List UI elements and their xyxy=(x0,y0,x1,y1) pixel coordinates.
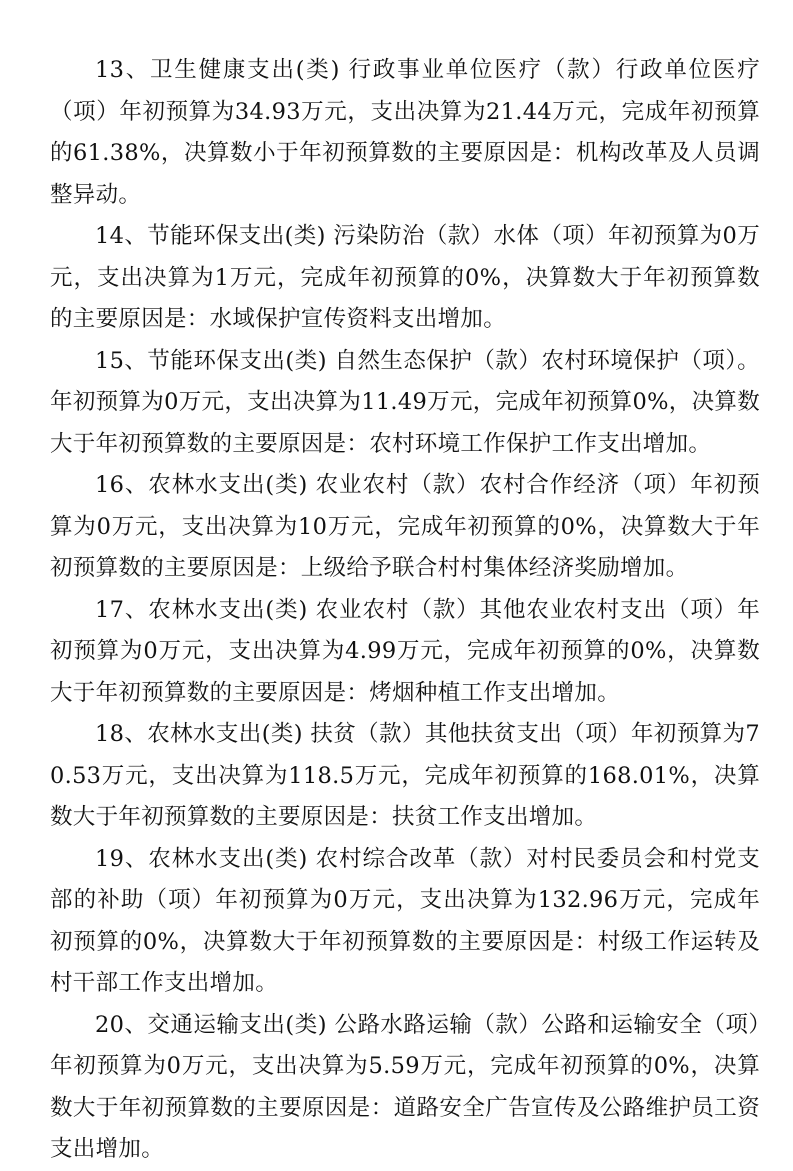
paragraph-item-20: 20、交通运输支出(类) 公路水路运输（款）公路和运输安全（项）年初预算为0万元，支出决算为5.59万元，完成年初预算的0%，决算数大于年初预算数的主要原因是：道路安全广告宣传及公路维护员工资支出增加。 xyxy=(50,1011,760,1162)
document-body xyxy=(50,50,760,1171)
paragraph-item-14: 14、节能环保支出(类) 污染防治（款）水体（项）年初预算为0万元，支出决算为1万元，完成年初预算的0%，决算数大于年初预算数的主要原因是：水域保护宣传资料支出增加。 xyxy=(50,223,760,332)
paragraph-item-17: 17、农林水支出(类) 农业农村（款）其他农业农村支出（项）年初预算为0万元，支出决算为4.99万元，完成年初预算的0%，决算数大于年初预算数的主要原因是：烤烟种植工作支出增加。 xyxy=(50,596,760,706)
paragraph-item-19: 19、农林水支出(类) 农村综合改革（款）对村民委员会和村党支部的补助（项）年初预算为0万元，支出决算为132.96万元，完成年初预算的0%，决算数大于年初预算数的主要原因是：村级工作运转及村干部工作支出增加。 xyxy=(50,845,760,996)
paragraph-item-18: 18、农林水支出(类) 扶贫（款）其他扶贫支出（项）年初预算为70.53万元，支出决算为118.5万元，完成年初预算的168.01%，决算数大于年初预算数的主要原因是：扶贫工作支出增加。 xyxy=(50,721,760,830)
paragraph-item-13: 13、卫生健康支出(类) 行政事业单位医疗（款）行政单位医疗（项）年初预算为34.93万元，支出决算为21.44万元，完成年初预算的61.38%，决算数小于年初预算数的主要原因是：机构改革及人员调整异动。 xyxy=(50,57,760,208)
paragraph-item-16: 16、农林水支出(类) 农业农村（款）农村合作经济（项）年初预算为0万元，支出决算为10万元，完成年初预算的0%，决算数大于年初预算数的主要原因是：上级给予联合村村集体经济奖励增加。 xyxy=(50,472,760,581)
paragraph-item-15: 15、节能环保支出(类) 自然生态保护（款）农村环境保护（项）。年初预算为0万元，支出决算为11.49万元，完成年初预算0%，决算数大于年初预算数的主要原因是：农村环境工作保护工作支出增加。 xyxy=(50,347,760,457)
